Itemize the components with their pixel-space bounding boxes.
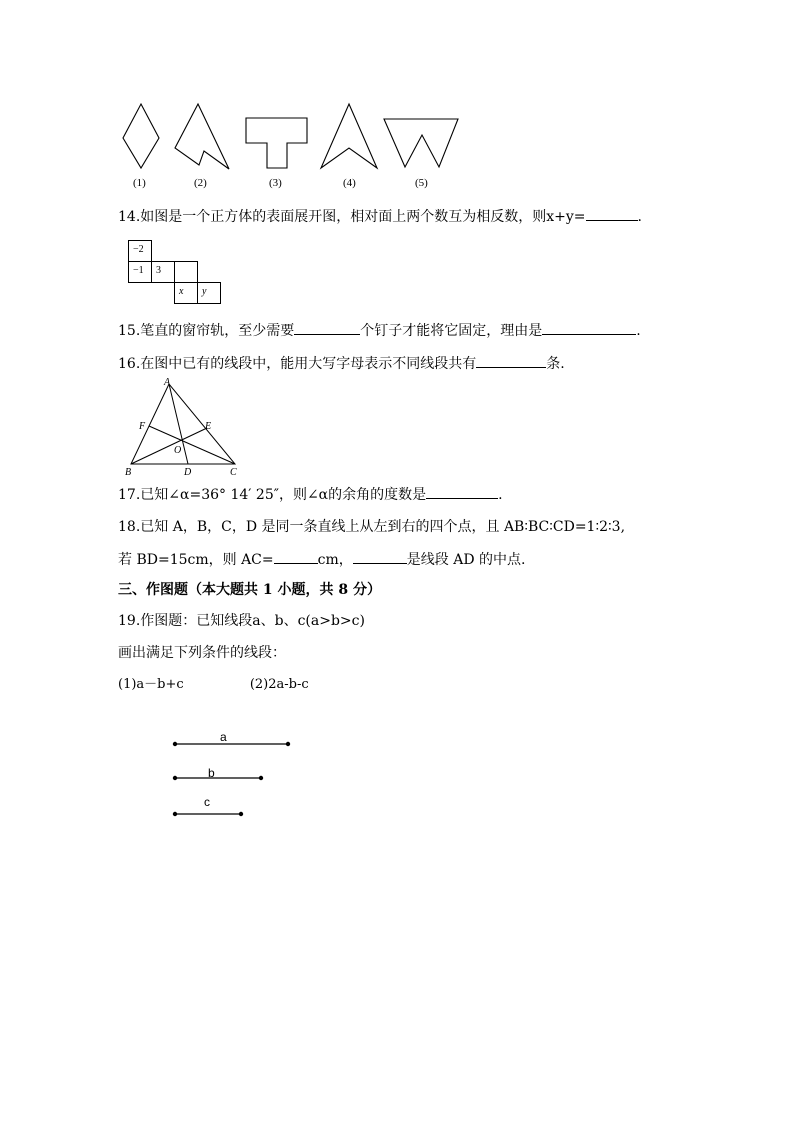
segment-label-b: b	[208, 766, 215, 780]
shape-4-arrowhead	[321, 104, 377, 168]
q16-text-1: 16.在图中已有的线段中，能用大写字母表示不同线段共有	[118, 356, 477, 372]
question-19-items	[118, 675, 309, 695]
segment-label-a: a	[220, 730, 227, 744]
cube-net	[128, 240, 222, 306]
triangle-abc	[131, 384, 235, 464]
q18-blank-midpoint[interactable]	[353, 549, 407, 564]
q18-text-2: 若 BD=15cm，则 AC=	[118, 552, 274, 568]
q19-item-2: (2)2a-b-c	[249, 677, 309, 692]
q18-blank-ac[interactable]	[274, 549, 318, 564]
q17-period: .	[498, 487, 503, 503]
shape-label-1: (1)	[133, 177, 146, 189]
question-15	[118, 320, 641, 341]
segment-b-end-point	[259, 776, 263, 780]
net-cell-neg2: −2	[128, 240, 152, 262]
q15-text-1: 15.笔直的窗帘轨，至少需要	[118, 323, 295, 339]
segment-cf	[149, 426, 235, 464]
q18-text-1: 18.已知 A，B，C，D 是同一条直线上从左到右的四个点，且 AB∶BC∶CD=1∶2∶3,	[118, 519, 626, 535]
shape-5-w-shape	[384, 119, 458, 167]
question-19-line-2	[118, 643, 286, 663]
q15-blank-count[interactable]	[294, 320, 360, 335]
net-cell-x: x	[174, 282, 198, 304]
question-19-line-1	[118, 611, 365, 631]
net-cell-y: y	[197, 282, 221, 304]
question-17	[118, 484, 503, 505]
q15-text-2: 个钉子才能将它固定，理由是	[360, 323, 543, 339]
segment-c-end-point	[239, 812, 243, 816]
shape-3-t-shape	[246, 118, 307, 168]
question-18-line-2	[118, 549, 525, 570]
q19-text-2: 画出满足下列条件的线段：	[118, 645, 286, 661]
net-cell-neg1: −1	[128, 261, 152, 283]
segment-a-start-point	[173, 742, 177, 746]
q19-item-1: (1)a－b+c	[118, 677, 184, 692]
q16-text-2: 条.	[546, 356, 565, 372]
q17-text-2: =36° 14′ 25″，则∠α的余角的度数是	[189, 487, 427, 503]
shape-label-3: (3)	[269, 177, 282, 189]
shape-2-concave	[175, 104, 229, 169]
triangle-figure	[118, 376, 248, 478]
q17-alpha: α	[180, 487, 190, 503]
question-16	[118, 353, 565, 374]
q19-text-1: 19.作图题：已知线段a、b、c(a>b>c)	[118, 613, 365, 629]
segment-a-end-point	[286, 742, 290, 746]
shape-label-4: (4)	[343, 177, 356, 189]
q14-answer-blank[interactable]	[586, 206, 638, 221]
net-cell-empty	[174, 261, 198, 283]
label-o: O	[174, 445, 182, 456]
label-a: A	[164, 377, 171, 388]
segment-be	[131, 428, 207, 464]
q18-text-3: cm，	[317, 552, 353, 568]
q16-blank[interactable]	[476, 353, 546, 368]
shapes-figure	[118, 98, 468, 190]
label-f: F	[139, 421, 146, 432]
shape-label-2: (2)	[194, 177, 207, 189]
q17-blank[interactable]	[426, 484, 498, 499]
q15-blank-reason[interactable]	[542, 320, 636, 335]
q17-text-1: 17.已知∠	[118, 487, 180, 503]
q15-period: .	[636, 323, 641, 339]
q14-text: 14.如图是一个正方体的表面展开图，相对面上两个数互为相反数，则x+y=	[118, 209, 586, 225]
question-18-line-1	[118, 517, 625, 537]
label-e: E	[205, 421, 212, 432]
net-cell-3: 3	[151, 261, 175, 283]
segment-label-c: c	[204, 795, 210, 809]
segments-figure	[168, 728, 298, 824]
q18-text-4: 是线段 AD 的中点.	[406, 552, 526, 568]
section-3-heading	[118, 580, 381, 600]
question-14	[118, 206, 642, 227]
shape-1-rhombus	[123, 104, 159, 168]
segment-b-start-point	[173, 776, 177, 780]
label-b: B	[125, 467, 132, 478]
section-3-title: 三、作图题（本大题共 1 小题，共 8 分）	[118, 582, 381, 598]
label-c: C	[230, 467, 237, 478]
label-d: D	[184, 467, 192, 478]
q14-period: .	[637, 209, 642, 225]
segment-c-start-point	[173, 812, 177, 816]
shape-label-5: (5)	[415, 177, 428, 189]
